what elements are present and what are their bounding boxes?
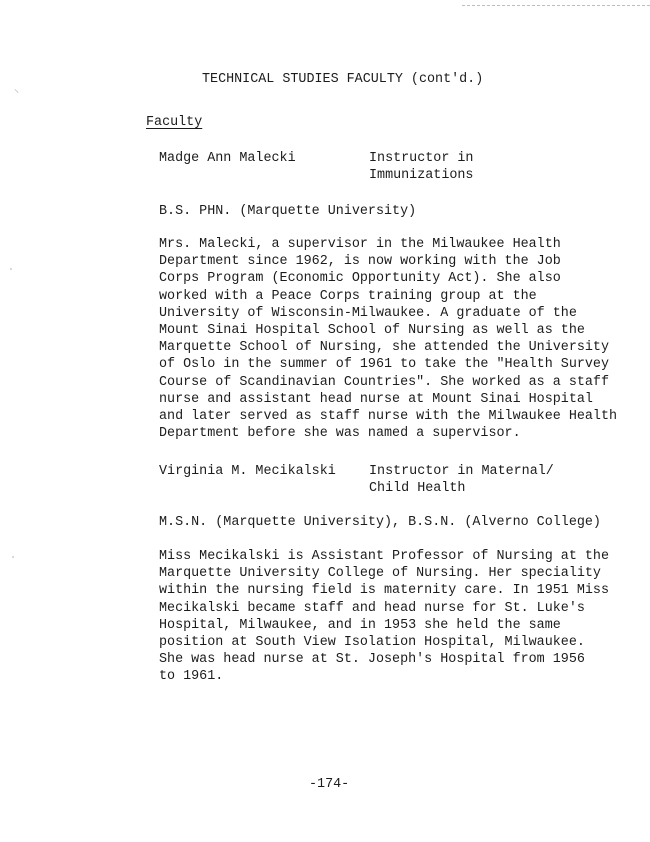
bio-line: Miss Mecikalski is Assistant Professor of Nursing at the [159, 549, 609, 564]
bio-line: Mount Sinai Hospital School of Nursing as well as the [159, 323, 585, 339]
bio-line: She was head nurse at St. Joseph's Hospital from 1956 [159, 652, 585, 668]
faculty-role-line: Immunizations [369, 168, 474, 183]
faculty-bio [159, 236, 650, 442]
bio-line: Marquette School of Nursing, she attended the University [159, 340, 609, 356]
margin-speck [10, 268, 12, 270]
bio-line: Course of Scandinavian Countries". She worked as a staff [159, 374, 609, 390]
faculty-role-line: Instructor in [369, 151, 474, 166]
bio-line: Mrs. Malecki, a supervisor in the Milwaukee Health [159, 237, 561, 252]
faculty-degrees: M.S.N. (Marquette University), B.S.N. (Alverno College) [159, 515, 601, 530]
bio-line: Marquette University College of Nursing. Her speciality [159, 566, 601, 582]
scan-edge-rule [462, 5, 650, 6]
section-heading: Faculty [146, 115, 203, 130]
faculty-degrees: B.S. PHN. (Marquette University) [159, 204, 417, 219]
faculty-role [369, 463, 569, 497]
bio-line: University of Wisconsin-Milwaukee. A graduate of the [159, 305, 577, 321]
faculty-name: Madge Ann Malecki [159, 151, 296, 166]
margin-speck [12, 556, 14, 558]
margin-mark-icon: ⸜ [14, 85, 19, 96]
faculty-role [369, 150, 569, 184]
bio-line: Hospital, Milwaukee, and in 1953 she held the same [159, 617, 561, 633]
bio-line: and later served as staff nurse with the Milwaukee Health [159, 409, 618, 425]
bio-line: Corps Program (Economic Opportunity Act). She also [159, 271, 561, 287]
bio-line: Department before she was named a supervisor. [159, 426, 521, 442]
faculty-name: Virginia M. Mecikalski [159, 464, 336, 479]
bio-line: Mecikalski became staff and head nurse for St. Luke's [159, 600, 585, 616]
bio-line: of Oslo in the summer of 1961 to take the "Health Survey [159, 357, 609, 373]
bio-line: within the nursing field is maternity care. In 1951 Miss [159, 583, 609, 599]
faculty-role-line: Instructor in Maternal/ [369, 464, 554, 479]
bio-line: to 1961. [159, 669, 224, 685]
faculty-role-line: Child Health [369, 481, 466, 496]
bio-line: worked with a Peace Corps training group at the [159, 288, 537, 304]
page-header: TECHNICAL STUDIES FACULTY (cont'd.) [202, 72, 484, 87]
bio-line: position at South View Isolation Hospital, Milwaukee. [159, 635, 585, 651]
faculty-bio [159, 548, 650, 686]
bio-line: nurse and assistant head nurse at Mount Sinai Hospital [159, 391, 593, 407]
bio-line: Department since 1962, is now working with the Job [159, 254, 561, 270]
page-number: -174- [309, 777, 350, 792]
